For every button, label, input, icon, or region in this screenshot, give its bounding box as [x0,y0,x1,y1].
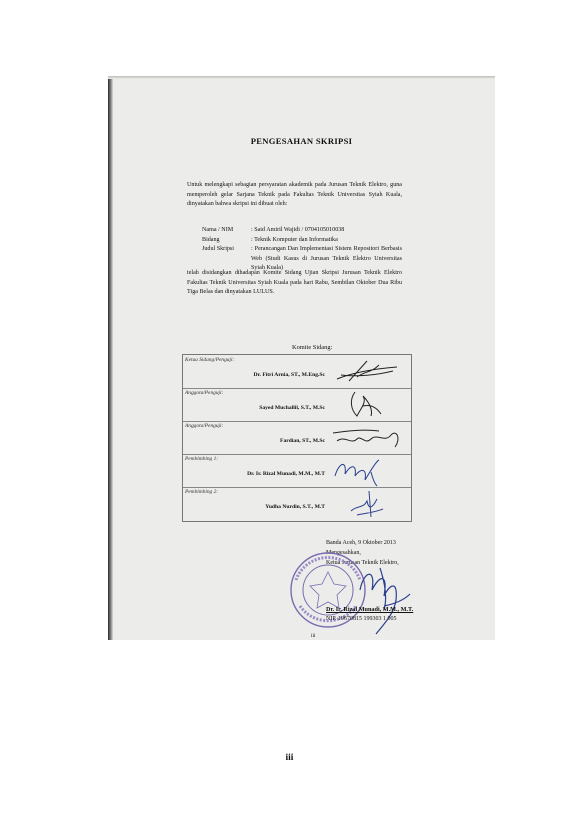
committee-table [182,354,412,522]
committee-row [183,454,411,488]
committee-name: Dr. Fitri Arnia, ST., M.Eng.Sc [253,372,325,378]
scan-page-number: iii [311,633,316,639]
info-row-name [202,226,402,236]
info-value: : Perancangan Dan Implementasi Sistem Repositori Berbasis Web (Studi Kasus di Jurusan Teknik Elektro Universitas Syiah Kuala) [251,246,402,272]
place-date: Banda Aceh, 9 Oktober 2013 [326,540,396,546]
head-signature [354,560,414,636]
committee-role: Pembimbing 2: [185,489,219,495]
committee-name: Yudha Nurdin, S.T., M.T [265,504,325,510]
intro-paragraph: Untuk melengkapi sebagian persyaratan akademik pada Jurusan Teknik Elektro, guna memperoleh gelar Sarjana Teknik pada Fakultas Teknik Universitas Syiah Kuala, dinyatakan bahwa skripsi ini dibuat oleh: [187,182,402,208]
info-label: Judul Skripsi [202,246,234,253]
signature [327,355,407,388]
head-nip: NIP. 19670815 199303 1 005 [326,616,397,622]
committee-role: Anggota/Penguji: [185,423,224,429]
info-value: : Teknik Komputer dan Informatika [251,236,338,243]
committee-name: Sayed Muchallil, S.T., M.Sc [259,405,325,411]
committee-row [183,421,411,455]
committee-role: Pembimbing 1: [185,456,219,462]
committee-name: Dr. Ir. Rizal Munadi, M.M., M.T [247,471,325,477]
scanned-page [108,76,495,640]
result-paragraph: telah disidangkan dihadapan Komite Sidang Ujian Skripsi Jurusan Teknik Elektro Fakultas Teknik Universitas Syiah Kuala pada hari Rabu, Sembilan Oktober Dua Ribu Tiga Belas dan dinyatakan LULUS. [187,270,402,296]
committee-row [183,355,411,389]
committee-row [183,487,411,520]
signature [327,388,407,421]
committee-role: Anggota/Penguji: [185,390,224,396]
info-label: Nama / NIM [202,227,234,233]
signature [327,454,407,487]
head-title: Ketua Jurusan Teknik Elektro, [326,560,399,566]
signature [327,421,407,454]
document-title: PENGESAHAN SKRIPSI [250,136,353,146]
approved-label: Mengesahkan, [326,550,361,556]
committee-role: Ketua Sidang/Penguji: [185,357,235,363]
page-number: iii [285,753,294,763]
scan-binding-edge [108,76,113,640]
committee-name: Fardian, ST., M.Sc [280,438,325,444]
head-name: Dr. Ir. Rizal Munadi, M.M., M.T. [326,606,414,613]
info-row-field [202,236,402,246]
info-value: : Said Amiril Wajidi / 0704105010038 [251,227,345,233]
committee-title: Komite Sidang: [292,344,333,351]
signature [327,487,407,520]
committee-row [183,388,411,422]
student-info [202,226,402,274]
info-label: Bidang [202,236,220,243]
scan-top-edge [108,76,495,79]
